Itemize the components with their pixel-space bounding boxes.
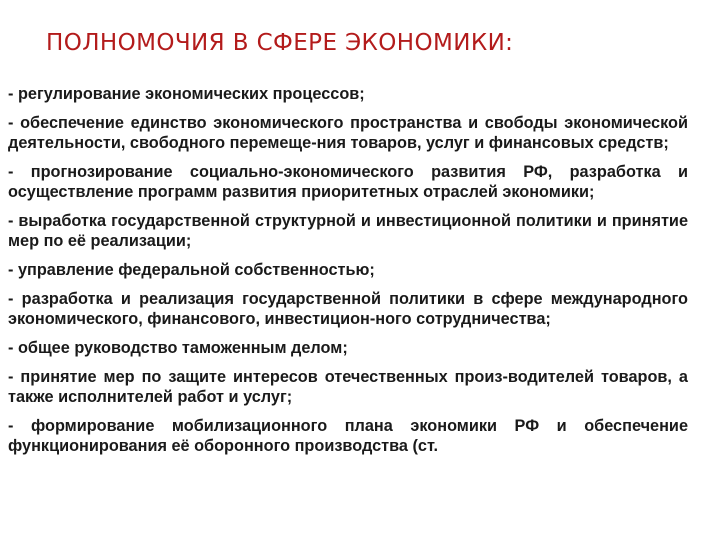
list-item-economic-space: - обеспечение единство экономического пространства и свободы экономической деятельности, свободного перемеще-ния товаров, услуг и финансовых средств; [8,114,688,152]
list-item-customs: - общее руководство таможенным делом; [8,339,348,357]
list-item-structural-policy: - выработка государственной структурной и инвестиционной политики и принятие мер по её реализации; [8,212,688,250]
list-item-international-cooperation: - разработка и реализация государственной политики в сфере международного экономического, финансового, инвестицион-ного сотрудничества; [8,290,688,328]
list-item-regulation: - регулирование экономических процессов; [8,85,365,103]
slide-title: ПОЛНОМОЧИЯ В СФЕРЕ ЭКОНОМИКИ: [46,30,514,56]
list-item-forecasting: - прогнозирование социально-экономического развития РФ, разработка и осуществление программ развития приоритетных отраслей экономики; [8,163,688,201]
list-item-mobilization-plan: - формирование мобилизационного плана экономики РФ и обеспечение функционирования её оборонного производства (ст. [8,417,688,455]
powers-list [8,84,688,465]
list-item-federal-property: - управление федеральной собственностью; [8,261,375,279]
list-item-producer-protection: - принятие мер по защите интересов отечественных произ-водителей товаров, а также исполнителей работ и услуг; [8,368,688,406]
